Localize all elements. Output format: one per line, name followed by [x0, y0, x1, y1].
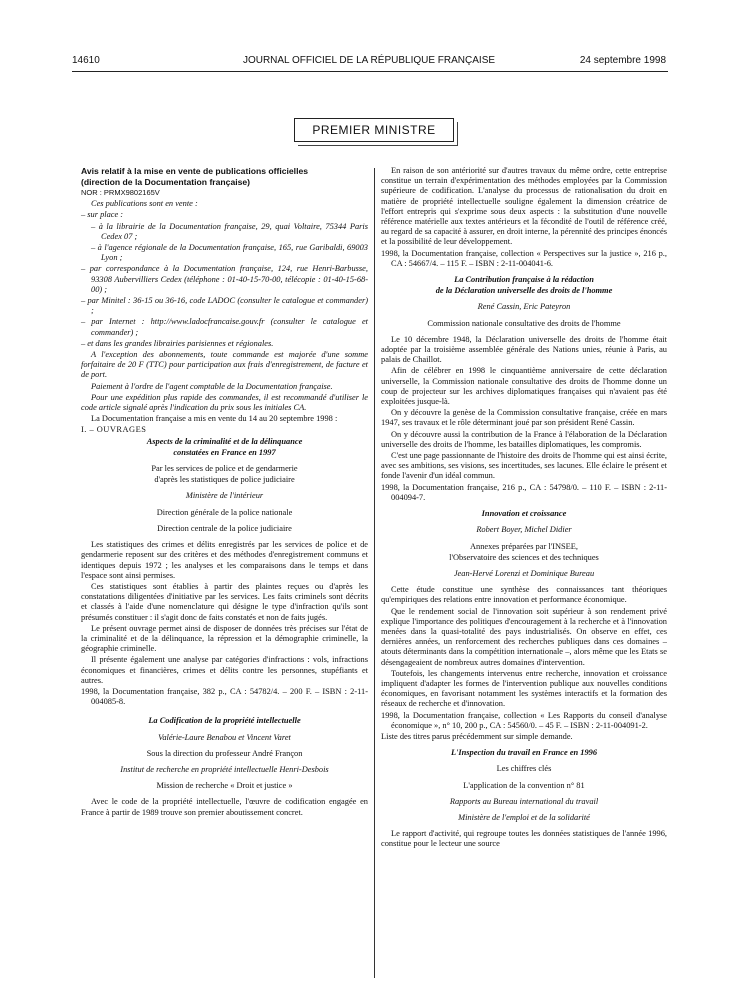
book4-paragraph: Toutefois, les changements intervenus entre recherche, innovation et croissance impliquent d'adapter les formes de l'intervention publique aux nouvelles conditions économiques, en favorisant notamment les systèmes interactifs et la formation des réseaux de recherche et d'innovation.: [381, 668, 667, 709]
book4-authors2: Jean-Hervé Lorenzi et Dominique Bureau: [453, 568, 595, 578]
book2-authors: Valérie-Laure Benabou et Vincent Varet: [158, 732, 291, 742]
intro-line: – et dans les grandes librairies parisiennes et régionales.: [81, 338, 274, 348]
notice-title-line2: (direction de la Documentation française): [81, 177, 251, 187]
intro-list: [81, 199, 368, 424]
book4-paragraph: Cette étude constitue une synthèse des connaissances tant théoriques qu'empiriques des relations entre innovation et performance économique.: [381, 585, 667, 605]
book4-reference: 1998, la Documentation française, collection « Les Rapports du conseil d'analyse économique », n° 10, 200 p., CA : 54560/0. – 45 F. – ISBN : 2-11-004091-2.: [381, 710, 667, 730]
book1-paragraphs: [81, 540, 368, 686]
book5-reports: Rapports au Bureau international du travail: [449, 796, 599, 806]
book5-paragraph: Le rapport d'activité, qui regroupe toutes les données statistiques de l'année 1996, constitue pour le lecteur une source: [381, 829, 667, 849]
book3-paragraphs: [381, 335, 667, 482]
right-column: [381, 166, 667, 851]
book3-authors: René Cassin, Eric Pateyron: [477, 302, 571, 312]
intro-line: – à l'agence régionale de la Documentation française, 165, rue Garibaldi, 69003 Lyon ;: [91, 243, 368, 263]
book1-reference: 1998, la Documentation française, 382 p., CA : 54782/4. – 200 F. – ISBN : 2-11-004085-8.: [81, 686, 368, 707]
book1-direction2: Direction centrale de la police judiciaire: [157, 523, 292, 533]
book4-paragraphs: [381, 585, 667, 709]
section-heading: I. – OUVRAGES: [81, 425, 147, 435]
intro-line: A l'exception des abonnements, toute commande est majorée d'une somme forfaitaire de 20 F (TTC) pour participation aux frais d'enregistrement, de facture et de port.: [81, 350, 368, 380]
book4-annex-line2: l'Observatoire des sciences et des techniques: [449, 552, 599, 562]
notice-title-line1: Avis relatif à la mise en vente de publications officielles: [81, 166, 309, 176]
book1-paragraph: Le présent ouvrage permet ainsi de disposer de données très précises sur l'état de la criminalité et de la délinquance, la répression et la démographie criminelle, la géographie criminelle.: [81, 623, 368, 654]
book1-title-line1: Aspects de la criminalité et de la délinquance: [146, 436, 303, 446]
book2-direction: Sous la direction du professeur André Françon: [146, 748, 303, 758]
book3-reference: 1998, la Documentation française, 216 p., CA : 54798/0. – 110 F. – ISBN : 2-11-004094-7.: [381, 482, 667, 502]
book2-paragraph: Avec le code de la propriété intellectuelle, l'œuvre de codification engagée en France à partir de 1989 trouve son premier aboutissement concret.: [81, 797, 368, 817]
book1-paragraph: Il présente également une analyse par catégories d'infractions : vols, infractions économiques et financières, crimes et délits contre les personnes, stupéfiants et autres.: [81, 655, 368, 685]
book5-convention: L'application de la convention n° 81: [463, 780, 585, 790]
list-note: Liste des titres parus précédemment sur simple demande.: [381, 731, 573, 741]
book2-institute: Institut de recherche en propriété intellectuelle Henri-Desbois: [120, 764, 329, 774]
book5-ministry: Ministère de l'emploi et de la solidarité: [458, 812, 590, 822]
book5-key-figures: Les chiffres clés: [496, 764, 552, 774]
book3-paragraph: On y découvre aussi la contribution de la France à l'élaboration de la Déclaration universelle des droits de l'homme, les batailles diplomatiques, les compromis.: [381, 429, 667, 449]
book2-title: La Codification de la propriété intellectuelle: [148, 716, 301, 726]
book3-paragraph: C'est une page passionnante de l'histoire des droits de l'homme qui est ainsi écrite, avec ses ambitions, ses visions, ses incertitudes, ses lacunes. Elle éclaire le présent et fonde l'avenir d'un idéal commun.: [381, 451, 667, 481]
page-number: 14610: [72, 55, 100, 66]
book4-authors: Robert Boyer, Michel Didier: [476, 525, 572, 535]
book5-title: L'Inspection du travail en France en 1996: [450, 748, 598, 758]
nor-reference: NOR : PRMX9802165V: [81, 188, 160, 197]
book1-ministry: Ministère de l'intérieur: [185, 491, 264, 501]
book3-title-line2: de la Déclaration universelle des droits de l'homme: [435, 286, 613, 296]
section-box: PREMIER MINISTRE: [294, 118, 454, 142]
book1-title-line2: constatées en France en 1997: [173, 447, 276, 457]
book3-paragraph: Le 10 décembre 1948, la Déclaration universelle des droits de l'homme était adoptée par la troisième assemblée générale des Nations unies, réunie à Paris, au palais de Chaillot.: [381, 334, 667, 365]
intro-line: La Documentation française a mis en vente du 14 au 20 septembre 1998 :: [91, 414, 338, 424]
column-divider: [374, 168, 375, 978]
intro-line: – par Minitel : 36-15 ou 36-16, code LADOC (consulter le catalogue et commander) ;: [81, 296, 368, 316]
book2-reference: 1998, la Documentation française, collection « Perspectives sur la justice », 216 p., CA : 54667/4. – 115 F. – ISBN : 2-11-004041-6.: [381, 248, 667, 268]
book1-direction1: Direction générale de la police nationale: [156, 507, 293, 517]
book3-commission: Commission nationale consultative des droits de l'homme: [427, 318, 621, 328]
left-column: [81, 166, 368, 819]
intro-line: – par correspondance à la Documentation française, 124, rue Henri-Barbusse, 93308 Aubervilliers Cedex (téléphone : 01-40-15-70-00, télécopie : 01-40-15-68-00) ;: [81, 264, 368, 294]
book1-paragraph: Ces statistiques sont établies à partir des plaintes reçues ou d'après les constatations diligentées d'initiative par les services. Les faits criminels sont décrits et classés à l'aide d'une nomenclature qui désigne le type d'infraction qu'ils sont présumés constituer : il s'agit donc de faits constatés et non de faits jugés.: [81, 581, 368, 622]
book4-title: Innovation et croissance: [481, 509, 567, 519]
header-rule: [72, 71, 668, 72]
book3-title-line1: La Contribution française à la rédaction: [454, 275, 594, 285]
intro-line: – par Internet : http://www.ladocfrancaise.gouv.fr (consulter le catalogue et commander) ;: [81, 317, 368, 337]
book1-authors-line1: Par les services de police et de gendarmerie: [151, 464, 298, 474]
book2-mission: Mission de recherche « Droit et justice »: [156, 781, 293, 791]
book1-paragraph: Les statistiques des crimes et délits enregistrés par les services de police et de gendarmerie reposent sur des critères et des méthodes d'enregistrement communs et identiques depuis 1972 ; les analyses et les comparaisons dans le temps et dans l'espace sont ainsi permises.: [81, 540, 368, 580]
book3-paragraph: Afin de célébrer en 1998 le cinquantième anniversaire de cette déclaration universelle, la Commission nationale consultative des droits de l'homme donne un coup de projecteur sur les archives diplomatiques françaises qui n'avaient pas été exploitées jusque-là.: [381, 366, 667, 407]
journal-title: JOURNAL OFFICIEL DE LA RÉPUBLIQUE FRANÇAISE: [242, 55, 496, 66]
page-header: [72, 55, 666, 69]
book4-annex-line1: Annexes préparées par l'INSEE,: [469, 541, 579, 551]
intro-line: – à la librairie de la Documentation française, 29, quai Voltaire, 75344 Paris Cedex 07 ;: [91, 221, 368, 241]
issue-date: 24 septembre 1998: [579, 55, 666, 66]
book4-paragraph: Que le rendement social de l'innovation soit supérieur à son rendement privé explique l'importance des politiques d'encouragement à la recherche et à l'innovation menées dans la quasi-totalité des pays industrialisés. On observe en effet, ces dernières années, un renforcement des recherches publiques dans ces domaines – atouts déterminants dans la compétition internationale –, alors même que les Etats se désengageaient de nombreux autres domaines d'intervention.: [381, 606, 667, 667]
intro-line: Paiement à l'ordre de l'agent comptable de la Documentation française.: [91, 381, 333, 391]
intro-line: Ces publications sont en vente :: [91, 199, 198, 209]
book2-continuation: En raison de son antériorité sur d'autres travaux du même ordre, cette entreprise constitue un terrain d'expérimentation des méthodes employées par la Commission supérieure de codification. L'analyse du processus de rationalisation du droit en matière de propriété intellectuelle souligne également la dimension créatrice de l'effort entrepris qui s'exprime sous deux aspects : la substitution d'une nouvelle référence matérielle aux textes antérieurs et la fécondité de l'outil de référence créé, au regard de sa capacité à assurer, en droit interne, la pérennité des principes énoncés et la possibilité de leur développement.: [381, 166, 667, 247]
book3-paragraph: On y découvre la genèse de la Commission consultative française, créée en mars 1947, ses travaux et le rôle déterminant joué par son président René Cassin.: [381, 408, 667, 428]
intro-line: Pour une expédition plus rapide des commandes, il est recommandé d'utiliser le code article signalé après l'indication du prix sous les initiales CA.: [81, 392, 368, 413]
book1-authors-line2: d'après les statistiques de police judiciaire: [154, 475, 295, 485]
intro-line: – sur place :: [81, 210, 124, 220]
